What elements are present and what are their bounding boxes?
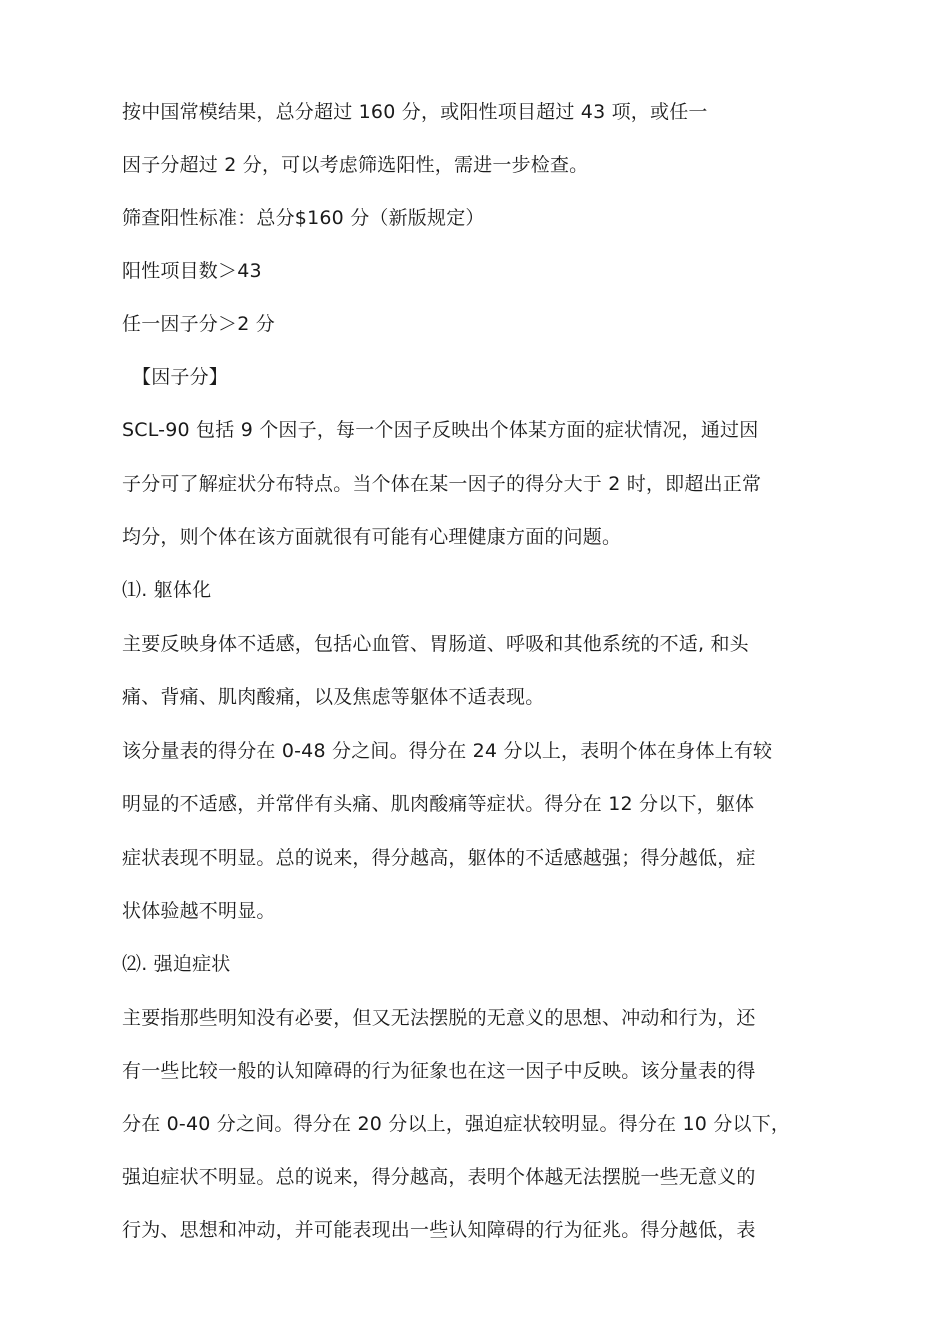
paragraph-line: 任一因子分＞2 分 — [122, 313, 275, 335]
subsection-heading: ⑵. 强迫症状 — [122, 953, 231, 975]
paragraph-line: 均分，则个体在该方面就很有可能有心理健康方面的问题。 — [122, 526, 622, 548]
paragraph-line: 状体验越不明显。 — [122, 900, 276, 922]
paragraph-line: 该分量表的得分在 0-48 分之间。得分在 24 分以上，表明个体在身体上有较 — [122, 740, 773, 762]
paragraph-line: SCL-90 包括 9 个因子，每一个因子反映出个体某方面的症状情况，通过因 — [122, 419, 759, 441]
paragraph-line: 主要指那些明知没有必要，但又无法摆脱的无意义的思想、冲动和行为，还 — [122, 1007, 756, 1029]
paragraph-line: 行为、思想和冲动，并可能表现出一些认知障碍的行为征兆。得分越低，表 — [122, 1219, 756, 1241]
paragraph-line: 明显的不适感，并常伴有头痛、肌肉酸痛等症状。得分在 12 分以下，躯体 — [122, 793, 755, 815]
paragraph-line: 子分可了解症状分布特点。当个体在某一因子的得分大于 2 时，即超出正常 — [122, 473, 762, 495]
paragraph-line: 强迫症状不明显。总的说来，得分越高，表明个体越无法摆脱一些无意义的 — [122, 1166, 756, 1188]
paragraph-line: 症状表现不明显。总的说来，得分越高，躯体的不适感越强；得分越低，症 — [122, 847, 756, 869]
section-heading: 【因子分】 — [132, 366, 229, 388]
paragraph-line: 筛查阳性标准：总分$160 分（新版规定） — [122, 207, 485, 229]
paragraph-line: 有一些比较一般的认知障碍的行为征象也在这一因子中反映。该分量表的得 — [122, 1060, 756, 1082]
paragraph-line: 分在 0-40 分之间。得分在 20 分以上，强迫症状较明显。得分在 10 分以下， — [122, 1113, 791, 1135]
paragraph-line: 阳性项目数＞43 — [122, 260, 262, 282]
paragraph-line: 主要反映身体不适感，包括心血管、胃肠道、呼吸和其他系统的不适, 和头 — [122, 633, 749, 655]
paragraph-line: 按中国常模结果，总分超过 160 分，或阳性项目超过 43 项，或任一 — [122, 101, 708, 123]
subsection-heading: ⑴. 躯体化 — [122, 579, 212, 601]
paragraph-line: 因子分超过 2 分，可以考虑筛选阳性，需进一步检查。 — [122, 154, 589, 176]
paragraph-line: 痛、背痛、肌肉酸痛，以及焦虑等躯体不适表现。 — [122, 686, 545, 708]
